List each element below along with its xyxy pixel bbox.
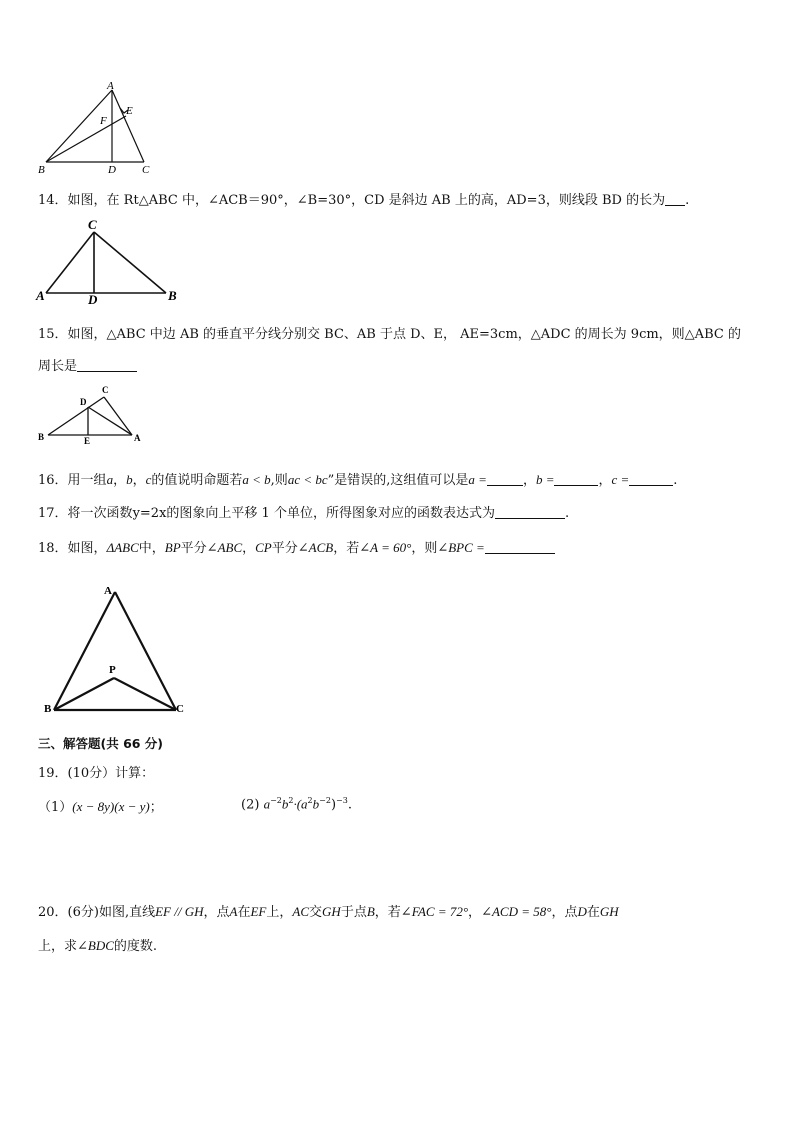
question-18 xyxy=(38,537,555,556)
base: a xyxy=(263,796,271,812)
answer-blank-b[interactable] xyxy=(554,473,598,486)
question-number: 15． xyxy=(38,327,68,342)
label-d: D xyxy=(108,164,116,176)
text: ”是错误的,这组值可以是 xyxy=(327,473,469,488)
figure-13-triangle xyxy=(36,80,156,176)
figure-18-triangle xyxy=(40,578,190,718)
text: 在 xyxy=(237,905,251,920)
math: ∠BPC = xyxy=(437,540,485,555)
text: ，点 xyxy=(551,905,578,920)
label-c: C xyxy=(88,217,97,232)
text: 平分 xyxy=(180,541,207,556)
math: CP xyxy=(255,540,272,555)
question-14 xyxy=(38,189,689,208)
question-17 xyxy=(38,502,569,521)
label-b: B xyxy=(44,703,52,715)
exponent: 2 xyxy=(307,796,313,805)
eq-a: a = xyxy=(468,472,487,487)
text: ， xyxy=(522,473,536,488)
question-number: 16． xyxy=(38,473,68,488)
text: 的值说明命题若 xyxy=(151,473,243,488)
label-f: F xyxy=(100,115,107,127)
answer-blank[interactable] xyxy=(77,359,137,372)
base: b xyxy=(312,796,320,812)
question-20-line2 xyxy=(38,935,157,954)
question-text: 如图，△ABC 中边 AB 的垂直平分线分别交 BC、AB 于点 D、E， AE=3cm，△ADC 的周长为 9cm，则△ABC 的 xyxy=(67,327,741,342)
text: 在 xyxy=(586,905,600,920)
period: . xyxy=(564,506,570,521)
label-e: E xyxy=(84,436,91,445)
math: D xyxy=(577,904,587,919)
text: ， xyxy=(242,541,256,556)
label-p: P xyxy=(109,664,116,676)
answer-blank[interactable] xyxy=(495,506,565,519)
function: y=2x xyxy=(132,506,167,521)
var-b: b xyxy=(126,472,133,487)
text: 用一组 xyxy=(67,473,107,488)
exponent: 2 xyxy=(288,796,294,805)
math: AC xyxy=(292,904,310,919)
question-number: 14． xyxy=(38,193,68,208)
condition: a < b xyxy=(242,472,271,487)
text: 的图象向上平移 1 个单位，所得图象对应的函数表达式为 xyxy=(166,506,495,521)
label-d: D xyxy=(80,397,87,407)
figure-14-triangle xyxy=(34,216,184,306)
question-15-line2 xyxy=(38,355,137,374)
text: ，点 xyxy=(203,905,230,920)
text: ， xyxy=(132,473,146,488)
math: BP xyxy=(164,540,181,555)
label-a: A xyxy=(104,585,112,597)
label-b: B xyxy=(168,288,177,303)
label-b: B xyxy=(38,164,45,176)
conclusion: ac < bc xyxy=(287,472,328,487)
text: 平分 xyxy=(271,541,298,556)
label-c: C xyxy=(102,385,109,395)
label-e: E xyxy=(126,105,133,117)
exponent: −3 xyxy=(336,796,348,805)
text: 将一次函数 xyxy=(67,506,133,521)
question-19-part1 xyxy=(38,796,163,815)
text: ,则 xyxy=(270,473,288,488)
eq-c: c = xyxy=(611,472,630,487)
text: ， xyxy=(113,473,127,488)
text: ，若 xyxy=(333,541,360,556)
math: ∠BDC xyxy=(77,938,114,953)
section-title: 三、解答题(共 66 分) xyxy=(38,736,164,751)
math: ΔABC xyxy=(106,540,139,555)
base: b xyxy=(281,796,289,812)
math: ∠ABC xyxy=(206,540,243,555)
text: ，若 xyxy=(374,905,401,920)
math: ∠FAC = 72° xyxy=(400,904,469,919)
math: ∠A = 60° xyxy=(359,540,412,555)
question-number: 17． xyxy=(38,506,68,521)
text: ， xyxy=(468,905,482,920)
text: 如图， xyxy=(67,541,107,556)
label-a: A xyxy=(36,288,45,303)
var-a: a xyxy=(106,472,114,487)
question-text: 如图，在 Rt△ABC 中，∠ACB＝90°，∠B=30°，CD 是斜边 AB 上的高，AD=3，则线段 BD 的长为 xyxy=(67,193,666,208)
answer-blank-c[interactable] xyxy=(629,473,673,486)
exponent: −2 xyxy=(270,796,282,805)
math: ∠ACB xyxy=(297,540,334,555)
answer-blank-a[interactable] xyxy=(487,473,523,486)
math: ∠ACD = 58° xyxy=(481,904,552,919)
expression: (x − 8y)(x − y) xyxy=(72,799,150,814)
question-text: 周长是 xyxy=(38,359,78,374)
text: (6分)如图,直线 xyxy=(67,905,156,920)
math: EF // GH xyxy=(155,904,204,919)
answer-blank[interactable] xyxy=(485,541,555,554)
text: 上，求 xyxy=(38,939,78,954)
var-c: c xyxy=(145,472,152,487)
part-label: （1） xyxy=(38,800,73,815)
period: . xyxy=(685,193,690,208)
figure-15-triangle xyxy=(36,383,146,445)
label-d: D xyxy=(88,292,98,306)
math: B xyxy=(366,904,375,919)
text: ； xyxy=(149,800,163,815)
text: ，则 xyxy=(411,541,438,556)
question-number: 18． xyxy=(38,541,68,556)
label-a: A xyxy=(107,80,114,92)
question-19-header: 19．(10分）计算： xyxy=(38,766,155,781)
question-15-line1 xyxy=(38,323,741,342)
label-a: A xyxy=(134,433,141,443)
text: 于点 xyxy=(340,905,367,920)
period: . xyxy=(673,473,678,488)
math: A xyxy=(229,904,238,919)
base: ·(a xyxy=(293,796,308,812)
label-b: B xyxy=(38,432,45,442)
label-c: C xyxy=(142,164,150,176)
math: EF xyxy=(250,904,267,919)
question-19-part2 xyxy=(241,796,352,812)
math: GH xyxy=(322,904,341,919)
math: GH xyxy=(599,904,619,919)
eq-b: b = xyxy=(535,472,555,487)
exponent: −2 xyxy=(319,796,331,805)
text: 交 xyxy=(309,905,323,920)
question-16 xyxy=(38,469,677,488)
question-number: 20． xyxy=(38,905,68,920)
text: 中， xyxy=(138,541,165,556)
answer-blank[interactable] xyxy=(665,193,685,206)
paren: ) xyxy=(330,797,337,813)
text: ， xyxy=(598,473,612,488)
question-20-line1 xyxy=(38,901,619,920)
part-label: (2) xyxy=(241,797,260,813)
period: . xyxy=(347,797,352,813)
label-c: C xyxy=(176,703,184,715)
text: 的度数. xyxy=(113,939,158,954)
text: 上， xyxy=(266,905,293,920)
